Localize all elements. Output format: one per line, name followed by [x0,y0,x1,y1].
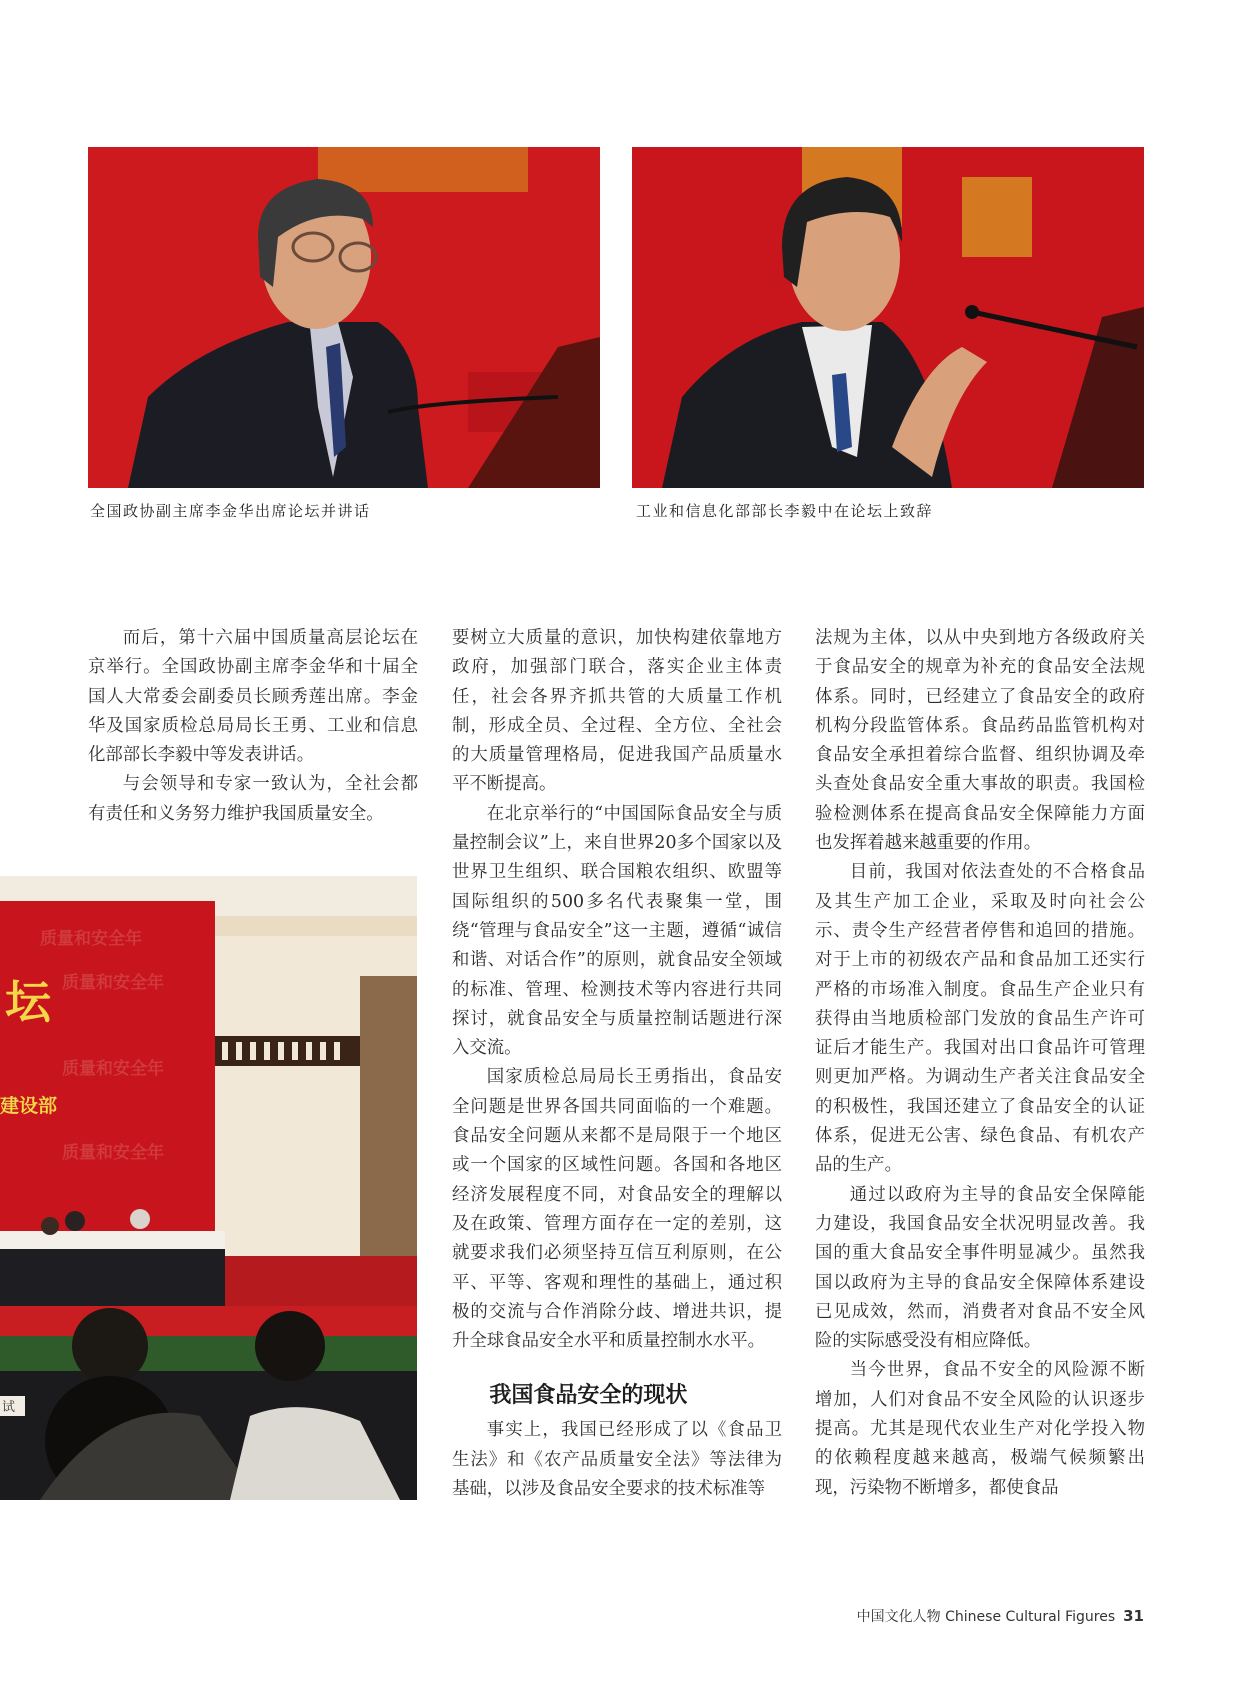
page-number: 31 [1123,1607,1144,1625]
article-column-2 [452,624,782,1504]
banner-text: 建设部 [0,1095,58,1117]
magazine-name: 中国文化人物 Chinese Cultural Figures [856,1609,1116,1625]
photo-forum-venue [0,876,417,1500]
photo-caption: 全国政协副主席李金华出席论坛并讲话 [90,502,371,520]
paragraph: 当今世界，食品不安全的风险源不断增加，人们对食品不安全风险的认识逐步提高。尤其是现代农业生产对化学投入物的依赖程度越来越高，极端气候频繁出现，污染物不断增多，都使食品 [815,1360,1145,1498]
paragraph: 通过以政府为主导的食品安全保障能力建设，我国食品安全状况明显改善。我国的重大食品安全事件明显减少。虽然我国以政府为主导的食品安全保障体系建设已见成效，然而，消费者对食品不安全风险的实际感受没有相应降低。 [815,1184,1145,1352]
photo-li-jinhua [88,147,600,488]
backdrop-text: 质量和安全年 [62,1143,164,1163]
paragraph: 要树立大质量的意识，加快构建依靠地方政府，加强部门联合，落实企业主体责任，社会各界齐抓共管的大质量工作机制，形成全员、全过程、全方位、全社会的大质量管理格局，促进我国产品质量水平不断提高。 [452,628,782,795]
photo-li-yizhong [632,147,1144,488]
paragraph: 国家质检总局局长王勇指出，食品安全问题是世界各国共同面临的一个难题。食品安全问题从来都不是局限于一个地区或一个国家的区域性问题。各国和各地区经济发展程度不同，对食品安全的理解以及在政策、管理方面存在一定的差别，这就要求我们必须坚持互信互利原则，在公平、平等、客观和理性的基础上，通过积极的交流与合作消除分歧、增进共识，提升全球食品安全水平和质量控制水水平。 [452,1067,782,1352]
paragraph: 目前，我国对依法查处的不合格食品及其生产加工企业，采取及时向社会公示、责令生产经营者停售和追回的措施。对于上市的初级农产品和食品加工还实行严格的市场准入制度。食品生产企业只有获得由当地质检部门发放的食品生产许可证后才能生产。我国对出口食品许可管理则更加严格。为调动生产者关注食品安全的积极性，我国还建立了食品安全的认证体系，促进无公害、绿色食品、有机农产品的生产。 [815,862,1145,1176]
paragraph: 与会领导和专家一致认为，全社会都有责任和义务努力维护我国质量安全。 [88,774,418,824]
section-heading: 我国食品安全的现状 [489,1383,688,1409]
paragraph: 法规为主体，以从中央到地方各级政府关于食品安全的规章为补充的食品安全法规体系。同时，已经建立了食品安全的政府机构分段监管体系。食品药品监管机构对食品安全承担着综合监督、组织协调及牵头查处食品安全重大事故的职责。我国检验检测体系在提高食品安全保障能力方面也发挥着越来越重要的作用。 [815,628,1145,854]
banner-text: 坛 [5,975,51,1029]
paragraph: 事实上，我国已经形成了以《食品卫生法》和《农产品质量安全法》等法律为基础，以涉及食品安全要求的技术标准等 [452,1420,782,1500]
table-sign: 试 [2,1400,16,1415]
article-column-1 [88,624,418,829]
backdrop-text: 质量和安全年 [62,973,164,993]
backdrop-text: 质量和安全年 [62,1059,164,1079]
paragraph: 而后，第十六届中国质量高层论坛在京举行。全国政协副主席李金华和十届全国人大常委会副委员长顾秀莲出席。李金华及国家质检总局局长王勇、工业和信息化部部长李毅中等发表讲话。 [88,628,418,766]
photo-caption: 工业和信息化部部长李毅中在论坛上致辞 [636,502,934,520]
article-column-3 [815,624,1145,1503]
paragraph: 在北京举行的“中国国际食品安全与质量控制会议”上，来自世界20多个国家以及世界卫生组织、联合国粮农组织、欧盟等国际组织的500多名代表聚集一堂，围绕“管理与食品安全”这一主题，遵循“诚信和谐、对话合作”的原则，就食品安全领域的标准、管理、检测技术等内容进行共同探讨，就食品安全与质量控制话题进行深入交流。 [452,803,782,1059]
backdrop-text: 质量和安全年 [40,929,142,949]
page-footer [857,1606,1144,1626]
